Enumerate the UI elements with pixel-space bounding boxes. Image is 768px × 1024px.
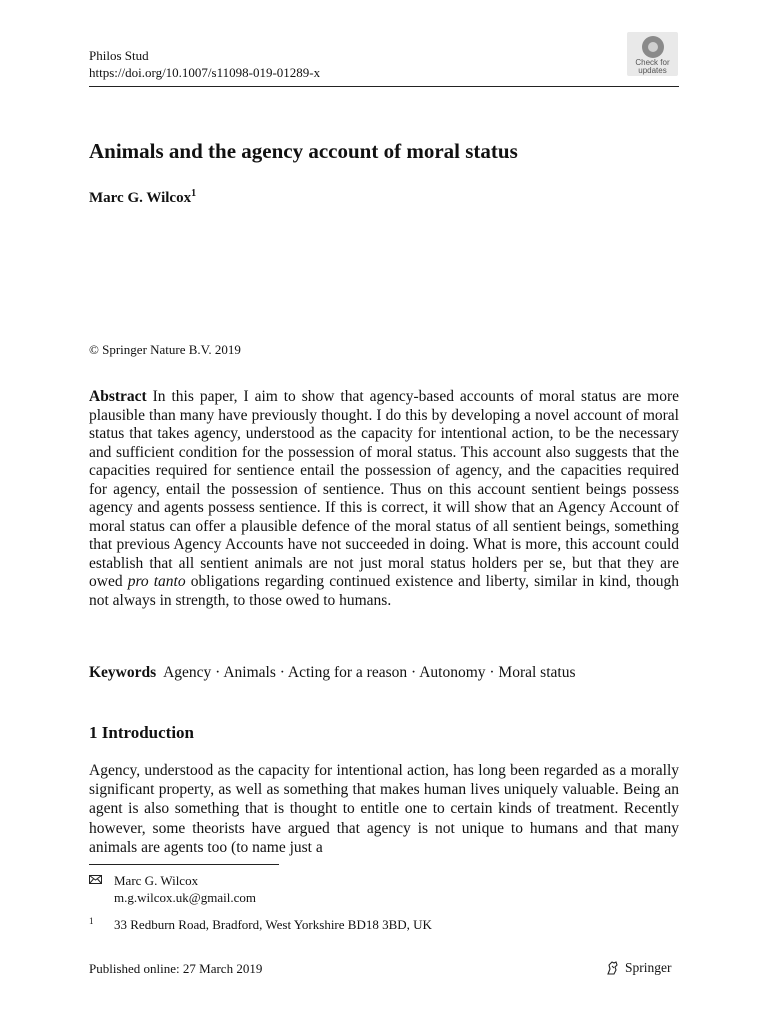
badge-label: Check for updates <box>635 58 670 75</box>
published-date: Published online: 27 March 2019 <box>89 961 263 976</box>
contact-name: Marc G. Wilcox <box>114 873 199 888</box>
publisher-logo <box>605 959 672 977</box>
springer-horse-icon <box>605 960 621 976</box>
affiliation-address: 33 Redburn Road, Bradford, West Yorkshire BD18 3BD, UK <box>114 917 432 932</box>
check-for-updates-badge[interactable] <box>627 32 678 76</box>
journal-name: Philos Stud <box>89 48 149 63</box>
abstract-text-end: obligations regarding continued existence and liberty, similar in kind, though not always in strength, to those owed to humans. <box>89 573 679 609</box>
author-line <box>89 184 196 208</box>
keywords-label: Keywords <box>89 664 157 681</box>
publisher-name: Springer <box>625 960 672 975</box>
keywords <box>89 663 689 683</box>
running-header <box>89 47 320 81</box>
abstract-emphasis: pro tanto <box>127 573 186 590</box>
paper-title: Animals and the agency account of moral status <box>89 139 518 163</box>
doi-link[interactable]: https://doi.org/10.1007/s11098-019-01289-x <box>89 65 321 80</box>
author-name[interactable]: Marc G. Wilcox <box>89 190 192 206</box>
abstract-label: Abstract <box>89 388 147 405</box>
copyright-notice: © Springer Nature B.V. 2019 <box>89 342 241 357</box>
envelope-icon <box>89 875 102 884</box>
abstract-text: In this paper, I aim to show that agency-based accounts of moral status are more plausible than many have previously thought. I do this by developing a novel account of moral status that takes agency, understood as the capacity for intentional action, to be the necessary and sufficient condition for the possession of moral status. This account also suggests that the capacities required for sentience entail the possession of agency, and the capacities required for agency, entail the possession of sentience. Thus on this account sentient beings possess agency and agents possess sentience. If this is correct, it will show that an Agency Account of moral status can offer a plausible defence of the moral status of all sentient beings, something that previous Agency Accounts have not succeeded in doing. What is more, this account could establish that all sentient animals are not just moral status holders per se, but that they are owed <box>89 388 680 590</box>
header-divider <box>89 86 679 87</box>
introduction-text: Agency, understood as the capacity for intentional action, has long been regarded as a morally significant property, as well as something that makes human lives uniquely valuable. Being an agent is also something that is thought to entitle one to certain kinds of treatment. Recently however, some theorists have argued that agency is not unique to humans and that many animals are agents too (to name just a <box>89 762 679 856</box>
footnote-divider <box>89 864 279 865</box>
section-heading: 1 Introduction <box>89 723 195 742</box>
affiliation-mark: 1 <box>191 188 197 199</box>
abstract <box>89 388 679 610</box>
crossmark-icon <box>642 36 664 58</box>
contact-email[interactable]: m.g.wilcox.uk@gmail.com <box>114 890 256 905</box>
keywords-list: Agency · Animals · Acting for a reason · Autonomy · Moral status <box>163 664 576 681</box>
affiliation-number: 1 <box>89 916 94 926</box>
